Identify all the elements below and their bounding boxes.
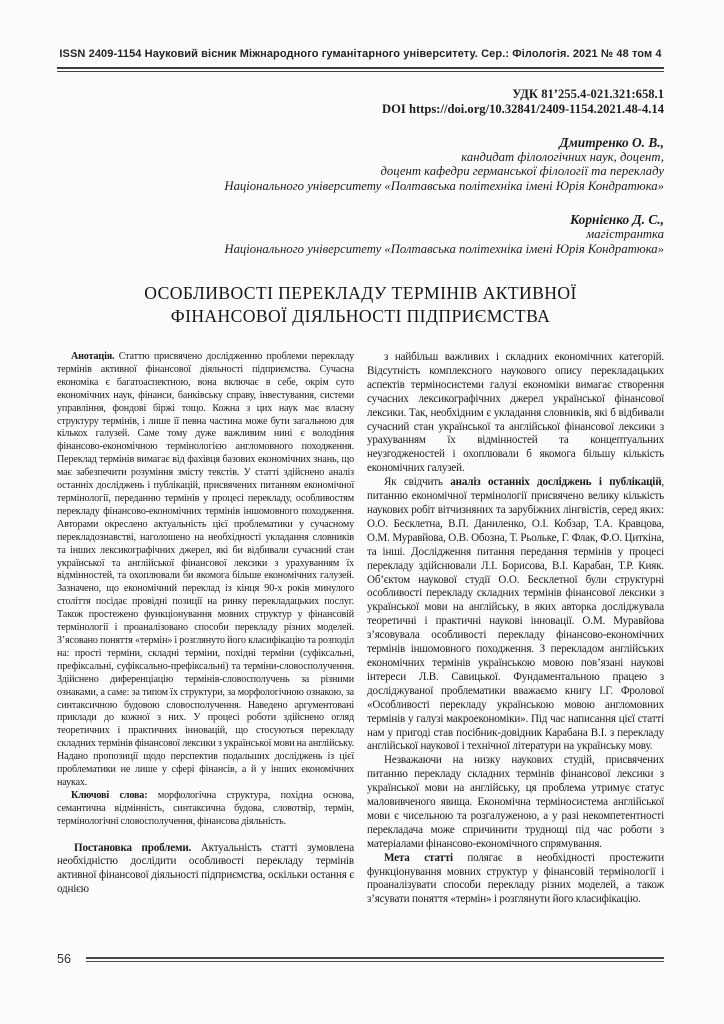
article-title: [57, 282, 664, 328]
author-2-name: Корнієнко Д. С.,: [570, 212, 664, 228]
author-2: [57, 212, 664, 256]
author-1-name: Дмитренко О. В.,: [559, 135, 664, 150]
authors-block: [57, 135, 664, 256]
two-column-body: [57, 351, 664, 989]
analysis-pre-text: Як свідчить: [384, 476, 451, 489]
author-1-position: доцент кафедри германської філології та перекладу: [380, 164, 664, 179]
abstract-paragraph: [57, 351, 354, 790]
analysis-post-text: , питанню економічної термінології присвячено велику кількість наукових робіт вітчизняних та зарубіжних лінгвістів, серед яких: О.О. Бесклетна, В.П. Даниленко, О.І. Кобзар, Т.А. Кравцова, О.М. Муравйова, О.В. Обозна, Т. Рьольке, Г. Флак, Ф.О. Циткіна, та інші. Дослідження питання передання термінів у процесі перекладу здійснювали Л.І. Борисова, В.І. Карабан, Т.Р. Кияк. Об’єктом наукової студії О.О. Бесклетної були структурні особливості перекладу складних термінів фінансової лексики з української мови на англійську, в яких авторка досліджувала теоретичні і практичні наукові інновації. О.М. Муравйова з’ясовувала особливості перекладу фінансово-економічних термінів іншомовного походження. З перекладом англійських економічних термінів українською мовою пов’язані наукові інтереси Л.В. Савицької. Фундаментальною працею з досліджуваної проблематики вважаємо книгу І.Г. Фролової «Особливості перекладу українською мовою англомовних термінів у галузі макроекономіки». Під час написання цієї статті нам у пригоді став посібник-довідник Карабана В.І. з перекладу англійської наукової і технічної літератури на українську мову.: [367, 476, 664, 753]
doi-line: DOI https://doi.org/10.32841/2409-1154.2021.48-4.14: [382, 102, 664, 116]
problem-statement-text: Актуальність статті зумовлена необхідністю дослідити особливості перекладу термінів активної фінансової діяльності підприємства, оскільки остання є однією: [57, 841, 354, 896]
author-1-affiliation: Національного університету «Полтавська політехніка імені Юрія Кондратюка»: [224, 178, 664, 193]
left-column: [57, 351, 354, 989]
body-paragraph-3: Незважаючи на низку наукових студій, присвячених питанню перекладу складних термінів фінансової лексики з української мови на англійську, ця проблема утримує статус маловивченого явища. Економічна терміносистема англійської мови є чисельною та розгалуженою, а у разі некомпетентності перекладача може спричинити труднощі під час роботи з матеріалами фінансово-економічного спрямування.: [367, 754, 664, 850]
right-column: [367, 351, 664, 989]
author-2-affiliation: Національного університету «Полтавська політехніка імені Юрія Кондратюка»: [224, 241, 664, 256]
problem-statement-label: Постановка проблеми.: [74, 841, 192, 854]
author-1-degree: кандидат філологічних наук, доцент,: [461, 150, 664, 164]
body-paragraph-4: [367, 852, 664, 908]
analysis-label: аналіз останніх досліджень і публікацій: [450, 476, 662, 489]
page-number: 56: [57, 952, 71, 966]
page-footer: [57, 952, 664, 966]
abstract-label: Анотація.: [71, 351, 115, 363]
header-rule: [57, 67, 664, 72]
article-meta: [57, 87, 664, 117]
article-title-line-2: ФІНАНСОВОЇ ДІЯЛЬНОСТІ ПІДПРИЄМСТВА: [170, 306, 551, 327]
article-title-line-1: ОСОБЛИВОСТІ ПЕРЕКЛАДУ ТЕРМІНІВ АКТИВНОЇ: [144, 283, 577, 304]
footer-rule: [86, 957, 664, 962]
abstract-text: Статтю присвячено дослідженню проблеми перекладу термінів активної фінансової діяльності підприємства. Сучасна економіка є багатоаспектною, вона включає в себе, окрім суто економічних наук, фінанси, банківську справу, інвестування, системи управління, фондові біржі тощо. Кожна з цих наук має власну структуру термінів, і лише її певна частина може бути загальною для кількох галузей. Саме тому дуже важливим нині є володіння фінансово-економічною термінологією англомовного походження. Переклад термінів вимагає від фахівця базових економічних знань, що має забезпечити розуміння змісту текстів. У статті здійснено аналіз останніх досліджень і публікацій, присвячених питанням економічної термінології, переданню термінів у процесі перекладу, особливостям перекладу фінансово-економічних термінів іншомовного походження. Авторами окреслено актуальність цієї проблематики у сучасному перекладознавстві, наголошено на необхідності укладання словників та інших лексикографічних джерел, які би відбивали сучасний стан української та англійської фінансової лексики з урахуванням їх відмінностей, та охоплювали би якомога більше економічних галузей. Зазначено, що економічний переклад із кінця 90-х років минулого століття посідає провідні позиції на ринку перекладацьких послуг. Також простежено функціонування мовних структур у фінансовій термінології і проаналізовано способи перекладу різних моделей. З’ясовано поняття «термін» і розглянуто його класифікацію та розподіл на: прості терміни, складні терміни, похідні терміни (суфіксальні, префіксальні, суфіксально-префіксальні) та терміни-словосполучення. Здійснено диференціацію термінів-словосполучень за різними ознаками, а саме: за типом їх структури, за морфологічною ознакою, за синтаксичною будовою словосполучення. Наведено аргументовані приклади до кожної з них. У процесі роботи здійснено огляд теоретичних і практичних інновацій, що стосуються перекладу складних термінів фінансової лексики з української мови на англійську. Надано пропозиції щодо перспектив подальших досліджень із цієї проблематики не лише у сфері фінансів, а й у інших економічних науках.: [57, 351, 354, 788]
keywords-text: морфологічна структура, похідна основа, семантична відмінність, синтаксична будова, словотвір, термін, термінологічні словосполучення, фінансова діяльність.: [57, 789, 354, 827]
goal-text: полягає в необхідності простежити функціонування мовних структур у фінансовій термінології і проаналізувати способи перекладу різних моделей, а також з’ясувати поняття «термін» і розглянути його класифікацію.: [367, 851, 664, 906]
author-1: [57, 135, 664, 193]
body-paragraph-1: з найбільш важливих і складних економічних категорій. Відсутність комплексного наукового опису перекладацьких аспектів терміносистеми галузі економіки вимагає створення сучасних лексикографічних джерел української фінансової лексики. Так, необхідним є укладання словників, які б відбивали сучасний стан української та англійської фінансової лексики з урахуванням їх відмінностей та концептуальних неузгодженостей і охоплювали б якомога більшу кількість економічних галузей.: [367, 351, 664, 475]
running-head: ISSN 2409-1154 Науковий вісник Міжнародного гуманітарного університету. Сер.: Філологія. 2021 № 48 том 4: [59, 48, 662, 60]
problem-statement-paragraph: [57, 842, 354, 898]
goal-label: Мета статті: [384, 851, 453, 864]
keywords-paragraph: [57, 790, 354, 829]
keywords-label: Ключові слова:: [71, 789, 148, 801]
author-2-degree: магістрантка: [586, 227, 664, 242]
page-content: [57, 0, 664, 989]
abstract-section: [57, 351, 354, 829]
udk-line: УДК 81’255.4-021.321:658.1: [512, 87, 664, 101]
body-paragraph-2: [367, 476, 664, 754]
